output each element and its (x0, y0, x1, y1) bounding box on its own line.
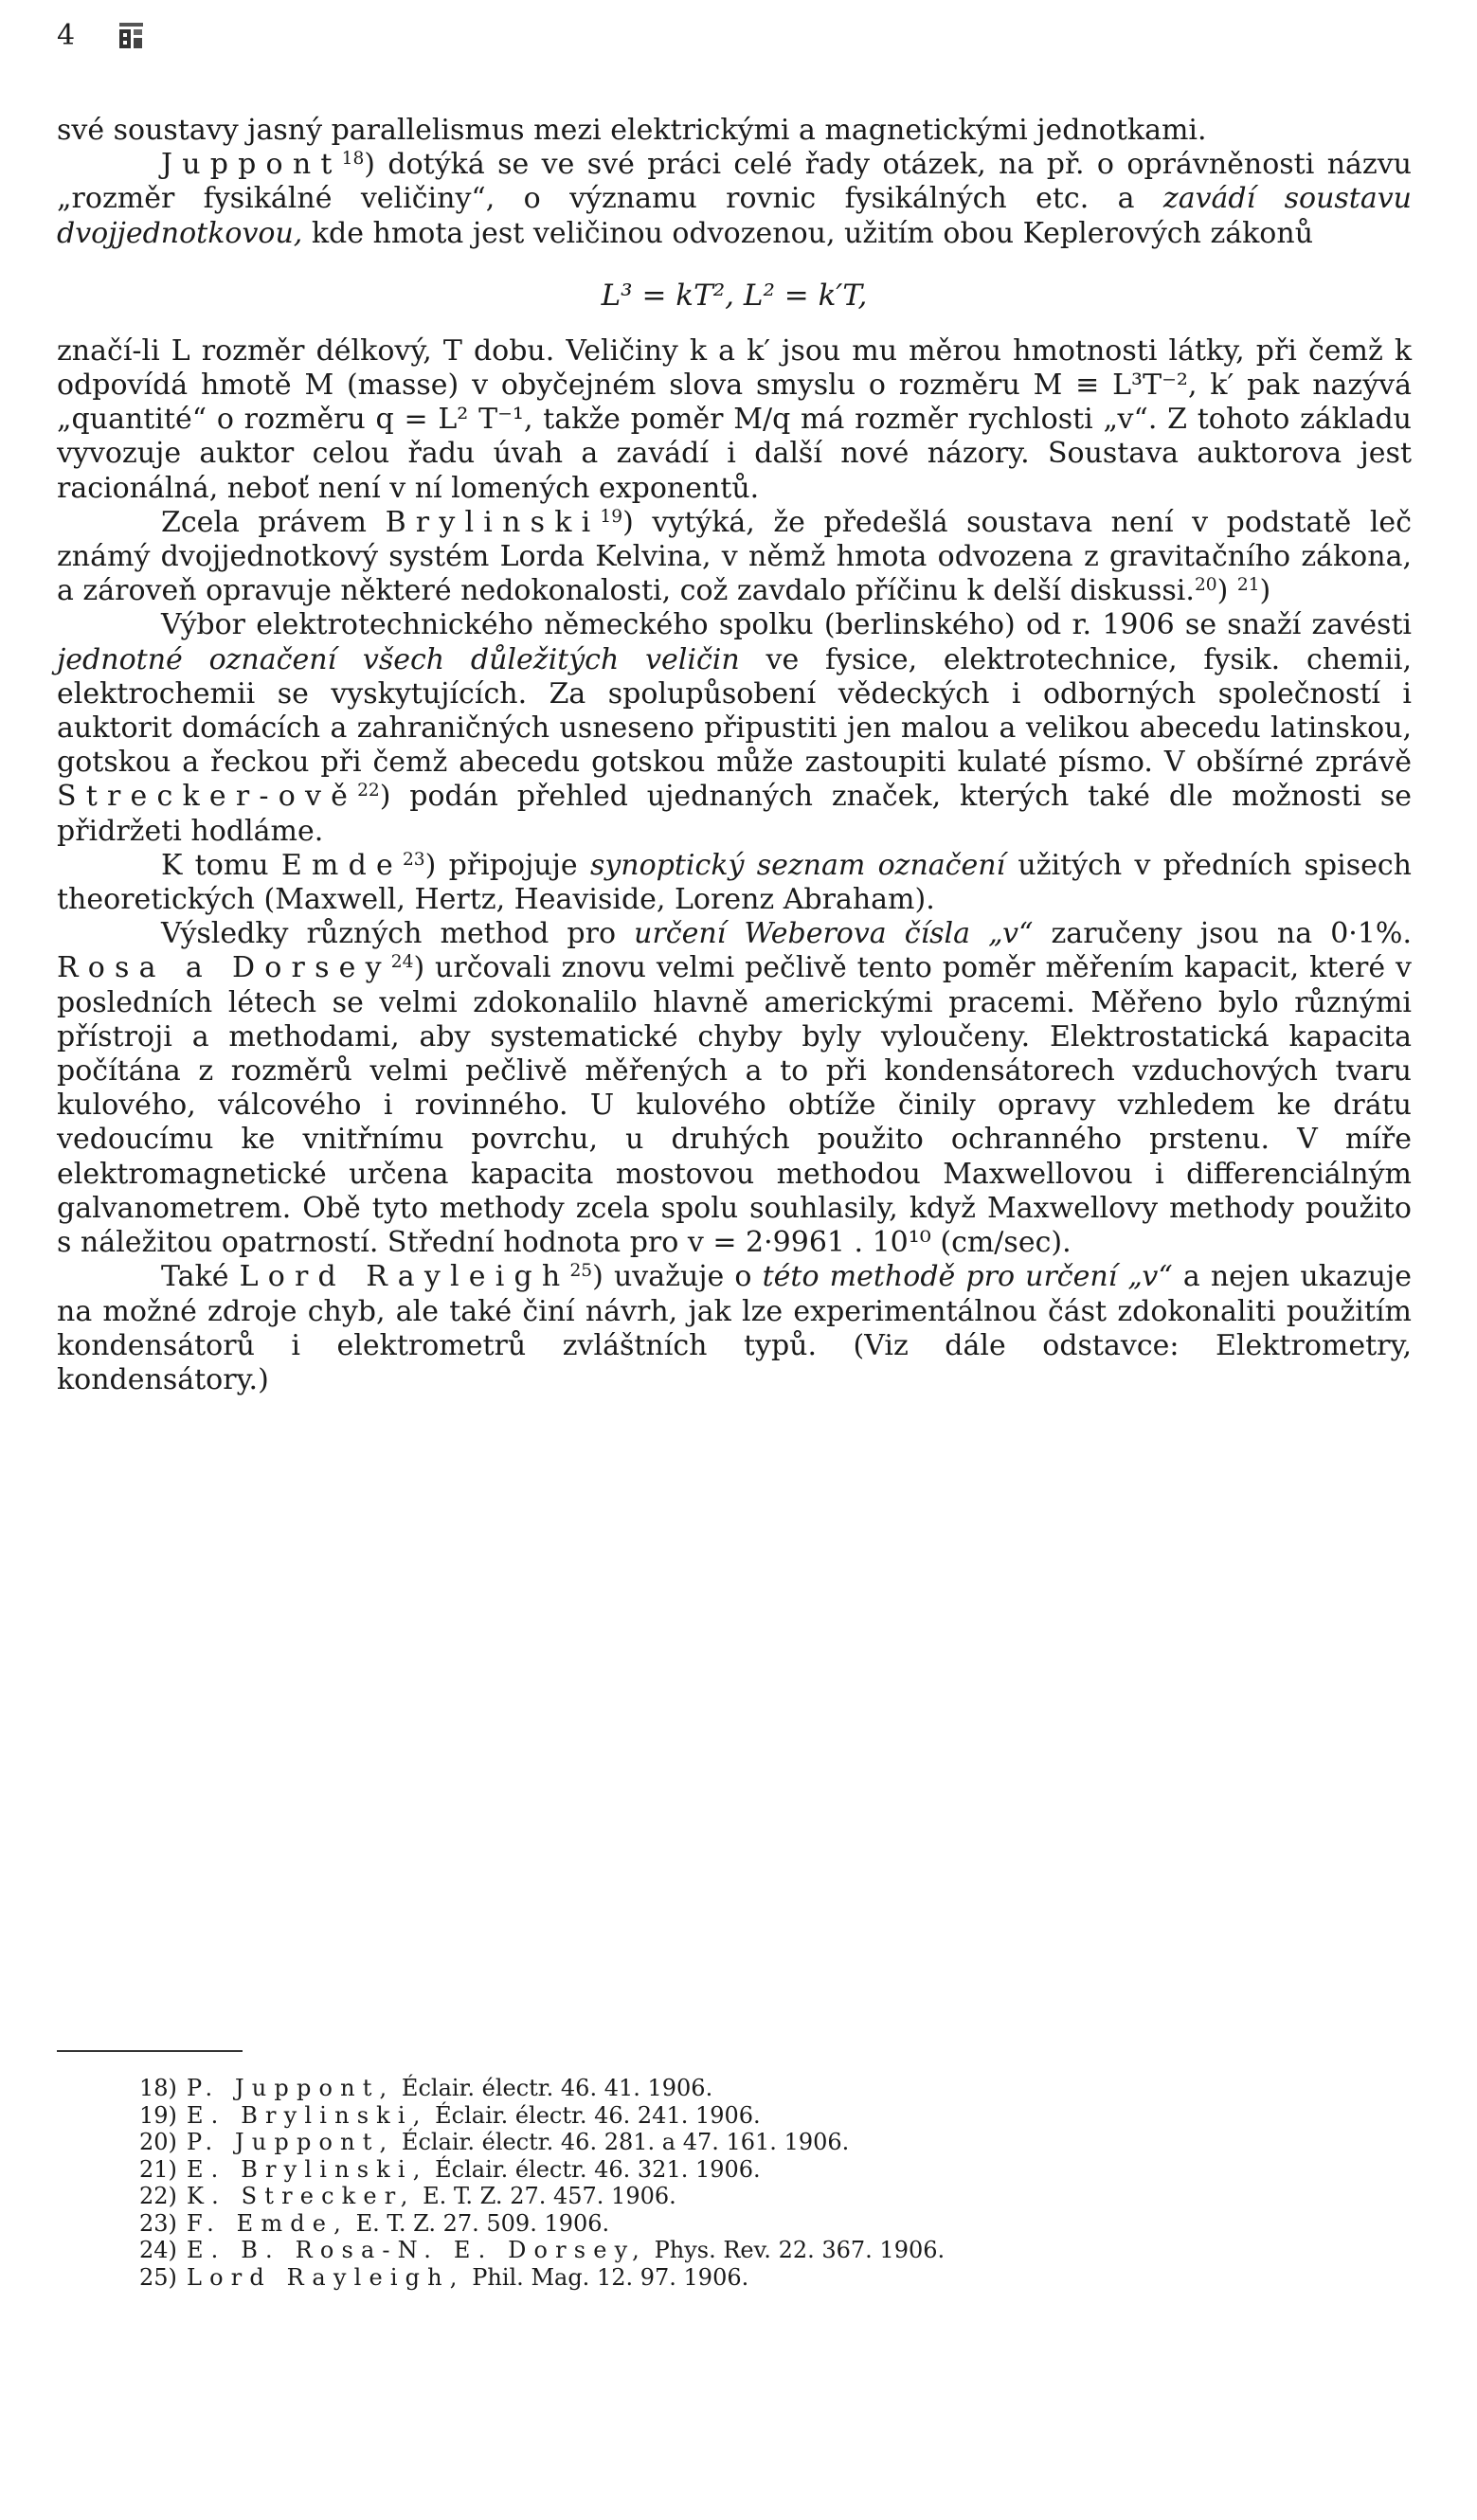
page-number: 4 (57, 19, 76, 52)
footnote-reference[interactable]: 19 (600, 506, 623, 527)
footnote-marker: 23) (139, 2209, 177, 2237)
footnote-citation: E. T. Z. 27. 509. 1906. (348, 2209, 610, 2237)
footnote (139, 2264, 1324, 2292)
text-run: zaručeny jsou na 0·1%. (1033, 917, 1412, 951)
footnote-citation: Éclair. électr. 46. 41. 1906. (394, 2075, 713, 2101)
footnote-marker: 22) (139, 2183, 177, 2209)
paragraph-p3 (57, 506, 1412, 609)
text-run: Emde (280, 848, 403, 882)
footnote (139, 2237, 1324, 2264)
footnote-marker: 20) (139, 2129, 177, 2155)
footnote-text (187, 2075, 712, 2102)
paragraph-p5 (57, 849, 1412, 917)
text-run: užitých v předních spisech theoretických (Maxwell, Hertz, Heaviside, Lorenz Abraham). (57, 848, 1412, 917)
footnote-author: E. B. Rosa-N. E. Dorsey, (187, 2237, 647, 2263)
footnote-marker: 25) (139, 2263, 177, 2291)
footnote-marker: 24) (139, 2237, 177, 2263)
text-run: značí-li L rozměr délkový, T dobu. Veličiny k a k′ jsou mu měrou hmotnosti látky, při čemž k odpovídá hmotě M (masse) v obyčejném slova smyslu o rozměru M ≡ L³T⁻², k′ pak nazývá „quantité“ o rozměru q = L² T⁻¹, takže poměr M/q má rozměr rychlosti „v“. Z tohoto základu vyvozuje auktor celou řadu úvah a zavádí i další nové názory. Soustava auktorova jest racionálná, neboť není v ní lomených exponentů. (57, 333, 1412, 505)
text-run: Rosa a Dorsey (57, 951, 391, 985)
footnote-citation: Éclair. électr. 46. 241. 1906. (427, 2101, 761, 2129)
footnote-reference[interactable]: 23 (402, 849, 425, 870)
footnote-citation: Éclair. électr. 46. 281. a 47. 161. 1906. (394, 2129, 850, 2155)
text-run: kde hmota jest veličinou odvozenou, užitím obou Keplerových zákonů (302, 216, 1314, 250)
footnote (139, 2156, 1324, 2184)
footnote-reference[interactable]: 22 (357, 781, 380, 801)
footnote-text (187, 2264, 748, 2292)
footnote-text (187, 2183, 676, 2210)
footnote-citation: Phys. Rev. 22. 367. 1906. (646, 2237, 946, 2263)
footnote-marker: 19) (139, 2101, 177, 2129)
body-text (57, 114, 1412, 1397)
text-run: jednotné označení všech důležitých veličin (57, 642, 740, 676)
footnote-reference[interactable]: 24 (390, 952, 414, 973)
formula: L³ = kT², L² = k′T, (601, 278, 868, 313)
text-run: Výsledky různých method pro (161, 917, 635, 951)
footnote-marker: 21) (139, 2155, 177, 2183)
footnote-author: E. Brylinski, (187, 2155, 428, 2183)
page-header (57, 17, 145, 55)
footnote-text (187, 2102, 761, 2130)
footnote-reference[interactable]: 18 (341, 148, 365, 169)
paragraph-p7 (57, 1260, 1412, 1397)
text-run: ) uvažuje o (592, 1260, 763, 1294)
footnote-citation: Éclair. électr. 46. 321. 1906. (427, 2155, 761, 2183)
footnote-citation: Phil. Mag. 12. 97. 1906. (464, 2263, 749, 2291)
text-run: Brylinski (385, 505, 601, 539)
footnote-reference[interactable]: 20 (1194, 575, 1217, 596)
text-run: K tomu (161, 848, 281, 882)
footnote-author: K. Strecker, (187, 2183, 416, 2209)
text-run: ) dotýká se ve své práci celé řady otázek, na př. o oprávněnosti názvu „rozměr fysikálné veličiny“, o významu rovnic fysikálných etc. a (57, 148, 1412, 216)
text-run: zavádí soustavu dvojjednotkovou, (57, 182, 1412, 250)
text-run: určení Weberova čísla „v“ (634, 917, 1034, 951)
text-run: této methodě pro určení „v“ (762, 1260, 1173, 1294)
text-run: Strecker-ově (57, 780, 358, 814)
footnote-text (187, 2210, 609, 2238)
footnote (139, 2129, 1324, 2156)
printer-ornament-icon (118, 22, 145, 50)
footnote-text (187, 2237, 945, 2264)
footnote-separator (57, 2050, 243, 2052)
text-run: ) určovali znovu velmi pečlivě tento poměr měřením kapacit, které v posledních létech se velmi zdokonalilo hlavně americkými pracemi. Měřeno bylo různými přístroji a methodami, aby systematické chyby byly vyloučeny. Elektrostatická kapacita počítána z rozměrů velmi pečlivě měřených a to při kondensátorech vzduchových tvaru kulového, válcového i rovinného. U kulového obtíže činily opravy vzhledem ke drátu vedoucímu ke vnitřnímu povrchu, u druhých použito ochranného prstenu. V míře elektromagnetické určena kapacita mostovou methodou Maxwellovou i differenciálným galvanometrem. Obě tyto methody zcela spolu souhlasily, když Maxwellovy methody použito s náležitou opatrností. Střední hodnota pro v = 2·9961 . 10¹⁰ (cm/sec). (57, 951, 1412, 1260)
footnote-citation: E. T. Z. 27. 457. 1906. (415, 2183, 676, 2209)
paragraph-p4 (57, 608, 1412, 848)
footnote-author: P. Juppont, (187, 2075, 395, 2101)
paragraph-p1 (57, 148, 1412, 251)
text-run: ) podán přehled ujednaných značek, kterých také dle možnosti se přidržeti hodláme. (57, 780, 1412, 848)
text-run: Také (161, 1260, 240, 1294)
footnote-author: E. Brylinski, (187, 2101, 428, 2129)
text-run: ) (1216, 574, 1237, 608)
footnote (139, 2102, 1324, 2130)
text-run: ) vytýká, že předešlá soustava není v podstatě leč známý dvojjednotkový systém Lorda Kelvina, v němž hmota odvozena z gravitačního zákona, a zároveň opravuje některé nedokonalosti, což zavdalo příčinu k delší diskussi. (57, 505, 1412, 608)
footnote-author: P. Juppont, (187, 2129, 395, 2155)
footnote (139, 2183, 1324, 2210)
text-run: Juppont (161, 148, 342, 182)
footnote-author: F. Emde, (187, 2209, 349, 2237)
footnote-marker: 18) (139, 2075, 177, 2101)
paragraph-p6 (57, 917, 1412, 1260)
footnote (139, 2075, 1324, 2102)
text-run: Výbor elektrotechnického německého spolku (berlinského) od r. 1906 se snaží zavésti (161, 608, 1412, 642)
paragraph-p2 (57, 334, 1412, 506)
paragraph-p0 (57, 114, 1412, 148)
footnote-text (187, 2129, 849, 2156)
text-run: Lord Rayleigh (239, 1260, 570, 1294)
text-run: ve fysice, elektrotechnice, fysik. chemii, elektrochemii se vyskytujících. Za spolupůsobení vědeckých i odborných společností i auktorit domácích a zahraničných usneseno připustiti jen malou a velikou abecedu latinskou, gotskou a řeckou při čemž abecedu gotskou může zastoupiti kulaté písmo. V obšírné zprávě (57, 642, 1412, 780)
footnote-text (187, 2156, 761, 2184)
footnote-reference[interactable]: 21 (1236, 575, 1260, 596)
text-run: ) připojuje (424, 848, 590, 882)
text-run: ) (1259, 574, 1271, 608)
text-run: své soustavy jasný parallelismus mezi elektrickými a magnetickými jednotkami. (57, 114, 1207, 147)
footnotes (139, 2075, 1324, 2291)
text-run: Zcela právem (161, 505, 386, 539)
footnote-reference[interactable]: 25 (569, 1261, 593, 1282)
footnote-author: Lord Rayleigh, (187, 2263, 465, 2291)
text-run: synoptický seznam označení (589, 848, 1006, 882)
text-run: a nejen ukazuje na možné zdroje chyb, ale také činí návrh, jak lze experimentálnou část zdokonaliti použitím kondensátorů i elektrometrů zvláštních typů. (Viz dále odstavce: Elektrometry, kondensátory.) (57, 1260, 1412, 1396)
footnote (139, 2210, 1324, 2238)
